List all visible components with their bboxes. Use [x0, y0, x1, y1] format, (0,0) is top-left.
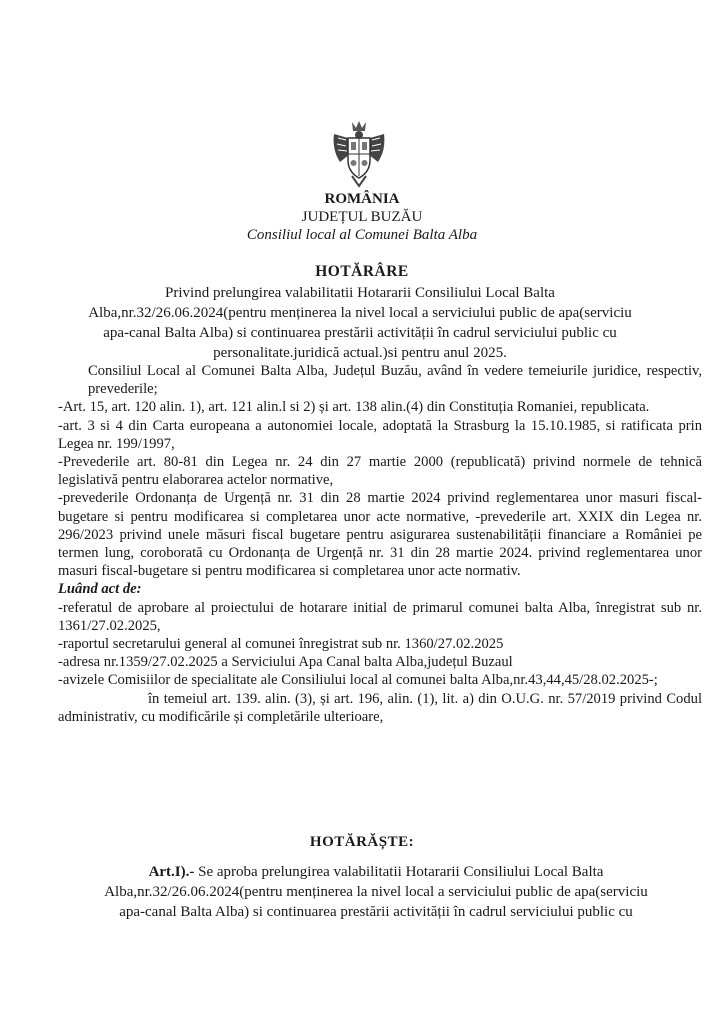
act-item: -adresa nr.1359/27.02.2025 a Serviciului Apa Canal balta Alba,județul Buzaul [58, 654, 513, 671]
article-1-line: apa-canal Balta Alba) si continuarea prestării activității în cadrul serviciului public cu [119, 904, 633, 920]
legal-basis-item: -prevederile Ordonanța de Urgență nr. 31 din 28 martie 2024 privind reglementarea unor masuri fiscal-bugetare si pentru modificarea si completarea unor acte normative, -prevederile art. XXIX din Legea nr. 296/2023 privind unele măsuri fiscal bugetare pentru asigurarea sustenabilității financiare a României pe termen lung, coroborată cu Ordonanța de Urgență nr. 31 din 28 martie 2024. privind reglementarea unor masuri fiscal-bugetare si pentru modificarea si completarea unor acte normativ. [58, 490, 702, 580]
country-heading: ROMÂNIA [324, 191, 400, 207]
legal-basis-item: -Prevederile art. 80-81 din Legea nr. 24 din 27 martie 2000 (republicată) privind normele de tehnică legislativă pentru elaborarea actelor normative, [58, 454, 702, 489]
council-heading: Consiliul local al Comunei Balta Alba [246, 227, 478, 243]
act-item: -referatul de aprobare al proiectului de hotarare initial de primarul comunei balta Alba, înregistrat sub nr. 1361/27.02.2025, [58, 599, 702, 634]
document-title: HOTĂRÂRE [315, 263, 409, 280]
act-item: -raportul secretarului general al comunei înregistrat sub nr. 1360/27.02.2025 [58, 636, 504, 653]
decision-heading: HOTĂRĂȘTE: [309, 834, 415, 850]
legal-basis-item: -art. 3 si 4 din Carta europeana a autonomiei locale, adoptată la Strasburg la 15.10.1985, si ratificata prin Legea nr. 199/1997, [58, 417, 702, 452]
document-body [58, 362, 702, 726]
document-subject [88, 283, 632, 363]
legal-basis-item: -Art. 15, art. 120 alin. 1), art. 121 alin.l si 2) și art. 138 alin.(4) din Constituția Romaniei, republicata. [58, 399, 650, 416]
legal-grounds: în temeiul art. 139. alin. (3), și art. 196, alin. (1), lit. a) din O.U.G. nr. 57/2019 privind Codul administrativ, cu modificările și completările ulterioare, [58, 690, 702, 725]
article-1 [86, 862, 666, 922]
article-1-first-line [86, 862, 666, 882]
county-heading: JUDEȚUL BUZĂU [301, 209, 423, 225]
act-item: -avizele Comisiilor de specialitate ale Consiliului local al comunei balta Alba,nr.43,44,45/28.02.2025-; [58, 672, 658, 689]
luand-act-heading: Luând act de: [58, 581, 142, 598]
subject-line: Alba,nr.32/26.06.2024(pentru menținerea la nivel local a serviciului public de apa(serviciu [88, 305, 632, 321]
romanian-coat-of-arms-icon [330, 118, 388, 188]
preamble: Consiliul Local al Comunei Balta Alba, Județul Buzău, având în vedere temeiurile juridice, respectiv, prevederile; [88, 363, 702, 398]
article-1-line: Se aproba prelungirea valabilitatii Hotararii Consiliului Local Balta [194, 864, 604, 880]
article-1-line: Alba,nr.32/26.06.2024(pentru menținerea la nivel local a serviciului public de apa(serviciu [104, 884, 648, 900]
subject-line: personalitate.juridică actual.)si pentru anul 2025. [213, 345, 507, 361]
subject-line: Privind prelungirea valabilitatii Hotararii Consiliului Local Balta [165, 285, 555, 301]
article-1-label: Art.I).- [148, 864, 195, 880]
subject-line: apa-canal Balta Alba) si continuarea prestării activității în cadrul serviciului public cu [103, 325, 617, 341]
